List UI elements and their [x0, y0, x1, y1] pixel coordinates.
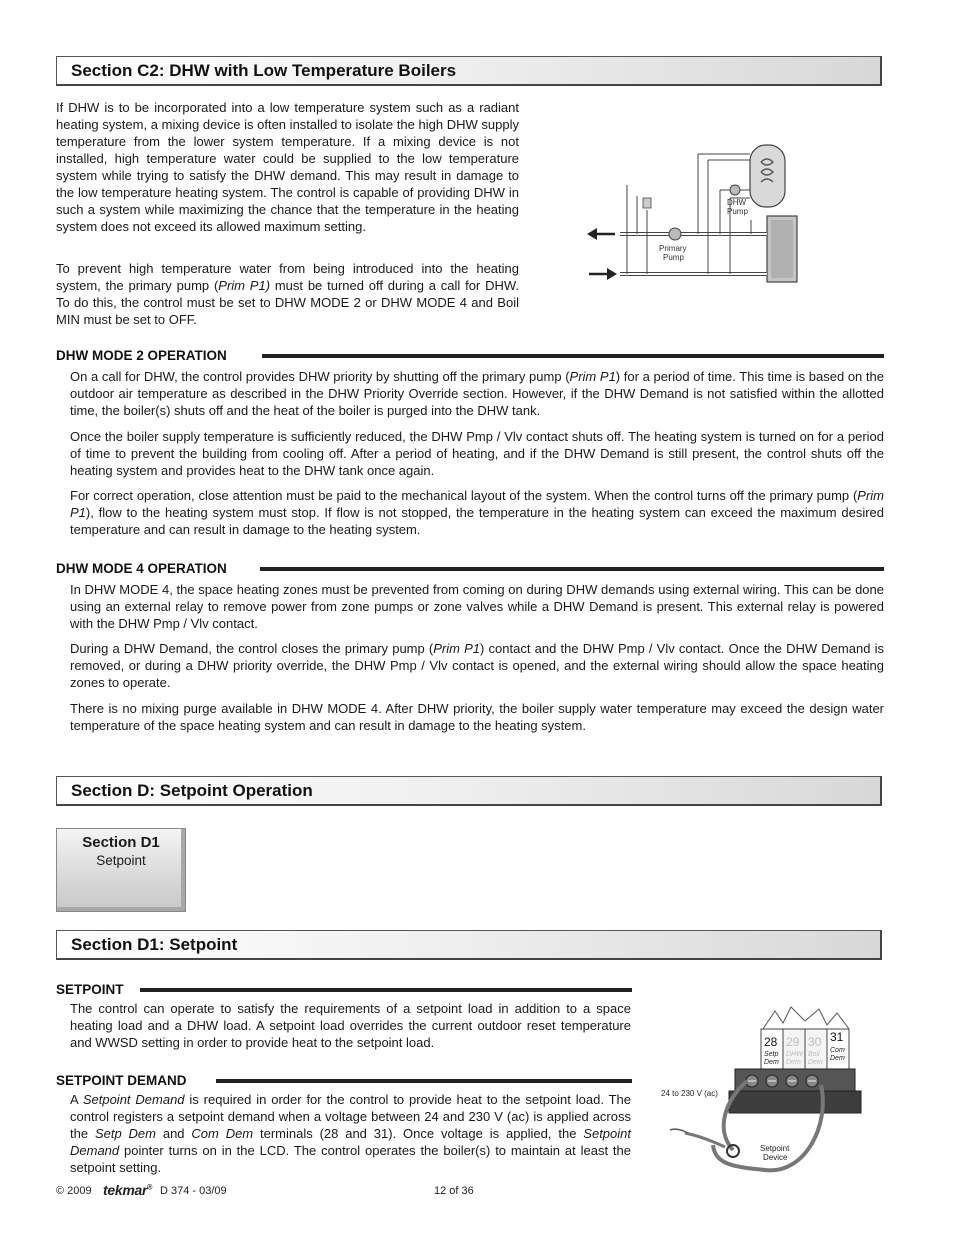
terminal-28-number: 28	[764, 1035, 778, 1049]
setpoint-demand-heading	[56, 1073, 632, 1089]
text-run: must be turned off during a call for DHW. To do this, the control must be set to DHW MODE 2 or DHW MODE 4 and Boil MIN must be set to OFF.	[56, 278, 520, 327]
text-run: and	[155, 1126, 192, 1141]
tekmar-logo-text: tekmar	[103, 1182, 148, 1198]
mode2-paragraph-1	[70, 368, 884, 419]
mode4-paragraph-1: In DHW MODE 4, the space heating zones must be prevented from coming on during DHW demands using external wiring. This can be done using an external relay to remove power from zone pumps or zone valves while a DHW Demand is present. This external relay is powered with the DHW Pmp / Vlv contact.	[70, 582, 884, 631]
dhw-pump-icon	[730, 185, 740, 195]
registered-mark: ®	[147, 1184, 152, 1192]
terminal-31-number: 31	[830, 1030, 844, 1044]
text-run: On a call for DHW, the control provides DHW priority by shutting off the primary pump (	[70, 369, 570, 384]
mode4-paragraph-2	[70, 640, 884, 691]
com-dem-term: Com Dem	[191, 1126, 254, 1141]
mode4-heading	[56, 561, 884, 577]
terminal-31-label-1: Com	[830, 1047, 845, 1054]
heading-rule	[140, 988, 632, 992]
setpoint-demand-term: Setpoint Demand	[70, 1126, 631, 1158]
heading-rule	[260, 567, 884, 571]
text-run: For correct operation, close attention must be paid to the mechanical layout of the system. When the control turns off the primary pump (	[70, 488, 858, 503]
section-d1-banner	[56, 930, 882, 960]
voltage-label: 24 to 230 V (ac)	[661, 1089, 718, 1098]
terminal-28-label-1: Setp	[764, 1051, 779, 1058]
dhw-pump-label-2: Pump	[727, 207, 748, 216]
setpoint-device-label-2: Device	[763, 1153, 788, 1162]
footer-page-number: 12 of 36	[434, 1185, 474, 1197]
prim-p1-term: Prim P1	[433, 641, 481, 656]
text-run: ) for a period of time. This time is based on the outdoor air temperature as described in the DHW Priority Override section. However, if the DHW Demand is not satisfied within the allotted time, the boiler(s) shuts off and the heat of the boiler is purged into the DHW tank.	[70, 369, 884, 418]
setpoint-demand-paragraph	[70, 1091, 631, 1176]
prim-p1-term: Prim P1)	[218, 278, 271, 293]
section-c2-intro-paragraph-2	[56, 260, 519, 328]
text-run: During a DHW Demand, the control closes the primary pump (	[70, 641, 434, 656]
dhw-tank-icon	[750, 145, 785, 207]
prim-p1-term: Prim P1	[569, 369, 616, 384]
heading-rule	[262, 354, 884, 358]
section-c2-banner	[56, 56, 882, 86]
setpoint-device-icon	[727, 1145, 739, 1157]
mode4-heading-text: DHW MODE 4 OPERATION	[56, 561, 227, 576]
terminal-31-label-2: Dem	[830, 1055, 845, 1062]
section-d1-title: Section D1: Setpoint	[71, 935, 238, 954]
mode2-heading	[56, 348, 884, 364]
mode2-paragraph-3	[70, 487, 884, 538]
mode4-paragraph-3: There is no mixing purge available in DHW MODE 4. After DHW priority, the boiler supply water temperature may exceed the design water temperature of the space heating system and can result in damage to the heating system.	[70, 701, 884, 733]
text-run: ), flow to the heating system must stop. If flow is not stopped, the temperature in the heating system can exceed the maximum desired temperature and can result in damage to the heating system.	[70, 505, 884, 537]
setpoint-heading-text: SETPOINT	[56, 982, 124, 997]
section-d-banner	[56, 776, 882, 806]
setpoint-terminal-diagram	[655, 1005, 870, 1180]
text-run: pointer turns on in the LCD. The control operates the boiler(s) to maintain at least the setpoint setting.	[70, 1143, 631, 1175]
text-run: is required in order for the control to provide heat to the setpoint load. The control registers a setpoint demand when a voltage between 24 and 230 V (ac) is applied across the	[70, 1092, 631, 1141]
text-run: terminals (28 and 31). Once voltage is applied, the	[253, 1126, 584, 1141]
section-c2-title: Section C2: DHW with Low Temperature Boilers	[71, 61, 457, 80]
section-d1-box	[56, 828, 186, 912]
section-d1-box-subtitle: Setpoint	[96, 853, 146, 868]
tekmar-logo	[103, 1182, 152, 1198]
heading-rule	[216, 1079, 632, 1083]
terminal-30-label-1: Boil	[808, 1051, 820, 1058]
prim-p1-term: Prim P1	[70, 488, 884, 520]
primary-pump-label-2: Pump	[663, 253, 684, 262]
primary-pump-icon	[669, 228, 681, 240]
terminal-30-label-2: Dem	[808, 1059, 823, 1066]
section-c2-intro-paragraph-1: If DHW is to be incorporated into a low temperature system such as a radiant heating system, a mixing device is often installed to isolate the high DHW supply temperature from the lower system temperature. If a mixing device is not installed, high temperature water could be supplied to the low temperature system while trying to satisfy the DHW demand. This may result in damage to the low temperature heating system. The control is capable of providing DHW in such a system while maximizing the chance that the temperature in the heating system does not exceed its allowed maximum setting.	[56, 100, 519, 234]
terminal-29-label-1: DHW	[786, 1051, 803, 1058]
terminal-29-label-2: Dem	[786, 1059, 801, 1066]
dhw-pump-label-1: DHW	[727, 198, 747, 207]
text-run: To prevent high temperature water from being introduced into the heating system, the primary pump (	[56, 261, 519, 293]
setpoint-demand-term: Setpoint Demand	[82, 1092, 185, 1107]
terminal-28-label-2: Dem	[764, 1059, 779, 1066]
terminal-30-number: 30	[808, 1035, 822, 1049]
dhw-piping-diagram	[585, 140, 815, 290]
setpoint-device-label-1: Setpoint	[760, 1144, 790, 1153]
setpoint-paragraph: The control can operate to satisfy the requirements of a setpoint load in addition to a space heating load and a DHW load. A setpoint load overrides the current outdoor reset temperature and WWSD setting in order to provide heat to the setpoint load.	[70, 1001, 631, 1050]
footer-doc-number: D 374 - 03/09	[160, 1185, 227, 1197]
section-d1-box-title: Section D1	[82, 834, 160, 851]
supply-arrow-icon	[587, 228, 615, 240]
footer-copyright: © 2009	[56, 1185, 92, 1197]
text-run: A	[70, 1092, 83, 1107]
text-run: ) contact and the DHW Pmp / Vlv contact. Once the DHW Demand is removed, or during a DHW priority override, the DHW Pmp / Vlv contact is opened, and the external wiring should allow the space heating zones to operate.	[70, 641, 884, 690]
setpoint-heading	[56, 982, 632, 998]
return-arrow-icon	[589, 268, 617, 280]
mode2-heading-text: DHW MODE 2 OPERATION	[56, 348, 227, 363]
terminal-29-number: 29	[786, 1035, 800, 1049]
section-d-title: Section D: Setpoint Operation	[71, 781, 313, 800]
setp-dem-term: Setp Dem	[94, 1126, 156, 1141]
mode2-paragraph-2: Once the boiler supply temperature is sufficiently reduced, the DHW Pmp / Vlv contact shuts off. The heating system is turned on for a period of time to prevent the building from cooling off. After a period of heating, and if the DHW Demand is still present, the control shuts off the heating system and provides heat to the DHW tank once again.	[70, 429, 884, 478]
primary-pump-label-1: Primary	[659, 244, 687, 253]
setpoint-demand-heading-text: SETPOINT DEMAND	[56, 1073, 187, 1088]
